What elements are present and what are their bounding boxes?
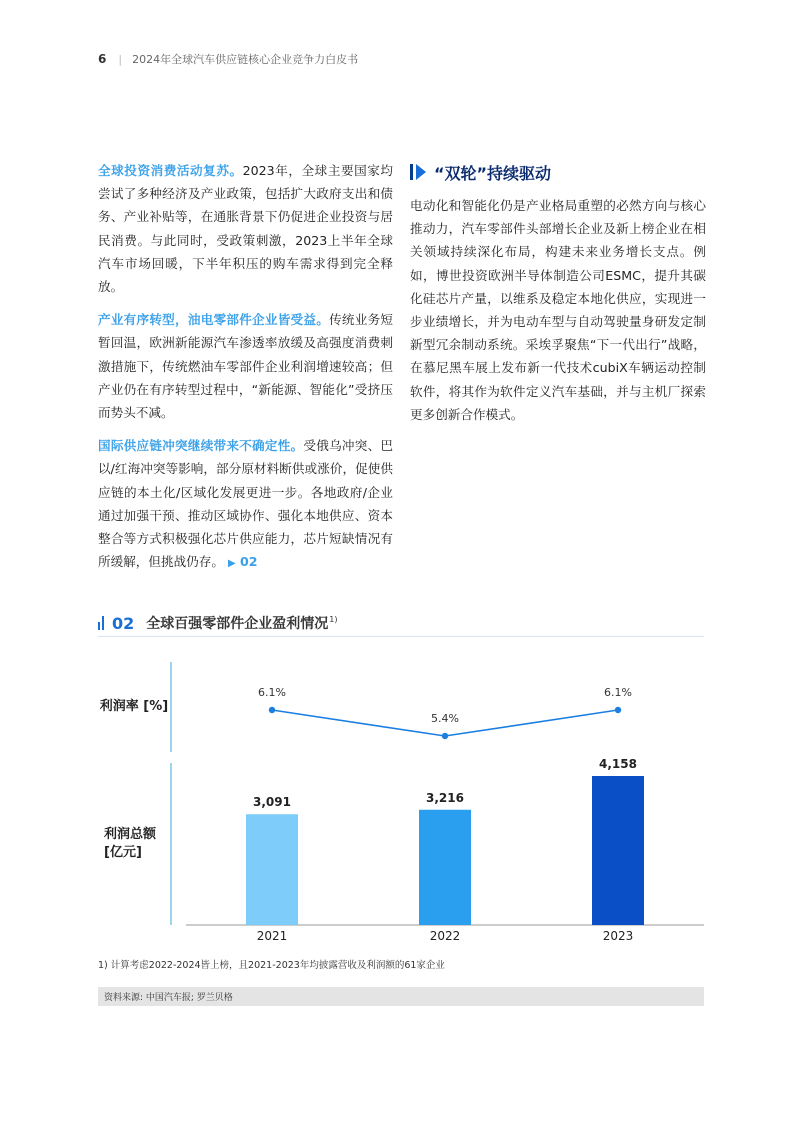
- bar-2023: [592, 776, 644, 925]
- bar-value-label: 4,158: [599, 757, 637, 771]
- row-label-margin: 利润率 [%]: [98, 662, 172, 752]
- play-arrow-icon: ▶: [227, 558, 236, 570]
- bar-2022: [419, 810, 471, 925]
- row-label-profit-line2: [亿元]: [104, 845, 142, 860]
- section-body: 电动化和智能化仍是产业格局重塑的必然方向与核心推动力，汽车零部件头部增长企业及新上榜企业在相关领域持续深化布局，构建未来业务增长支点。例如，博世投资欧洲半导体制造公司ESMC，提升其碳化硅芯片产量，以维系及稳定本地化供应，实现进一步业绩增长，并为电动车型与自动驾驶量身研发定制新型冗余制动系统。采埃孚聚焦“下一代出行”战略，在慕尼黑车展上发布新一代技术cubiX车辆运动控制软件，将其作为软件定义汽车基础，并与主机厂探索更多创新合作模式。: [410, 198, 706, 422]
- document-title: 2024年全球汽车供应链核心企业竞争力白皮书: [132, 53, 359, 66]
- margin-value-label: 6.1%: [604, 686, 632, 699]
- paragraph-highlight: 全球投资消费活动复苏。: [98, 163, 243, 178]
- paragraph-body: 受俄乌冲突、巴以/红海冲突等影响，部分原材料断供或涨价，促使供应链的本土化/区域化发展更进一步。各地政府/企业通过加强干预、推动区域协作、强化本地供应、资本整合等方式积极强化芯片供应能力，芯片短缺情况有所缓解，但挑战仍存。: [98, 438, 394, 570]
- margin-point-2022: [442, 733, 448, 739]
- margin-point-2023: [615, 707, 621, 713]
- row-label-profit-line1: 利润总额: [104, 827, 157, 842]
- chart-number: 02: [112, 613, 135, 633]
- margin-value-label: 6.1%: [258, 686, 286, 699]
- section-title: “双轮”持续驱动: [434, 163, 552, 183]
- chart-title: 全球百强零部件企业盈利情况$^{1)}$: [146, 615, 338, 632]
- x-tick-label: 2022: [429, 929, 461, 943]
- x-tick-label: 2023: [602, 929, 634, 943]
- x-tick-label: 2021: [256, 929, 288, 943]
- footnote-mark: 1): [329, 615, 338, 625]
- margin-point-2021: [269, 707, 275, 713]
- bar-value-label: 3,216: [426, 790, 464, 805]
- source-text: 资料来源: 中国汽车报; 罗兰贝格: [104, 993, 233, 1003]
- paragraph-highlight: 产业有序转型，油电零部件企业皆受益。: [98, 312, 330, 328]
- paragraph-highlight: 国际供应链冲突继续带来不确定性。: [98, 438, 304, 454]
- bar-2021: [246, 814, 298, 925]
- paragraph-body: 2023年，全球主要国家均尝试了多种经济及产业政策，包括扩大政府支出和债务、产业补贴等，在通胀背景下仍促进企业投资与居民消费。与此同时，受政策刺激，2023上半年全球汽车市场回暖，下半年积压的购车需求得到完全释放。: [98, 163, 393, 295]
- chart-footnote: 1) 计算考虑2022-2024皆上榜，且2021-2023年均披露营收及利润额的61家企业: [98, 960, 445, 971]
- header-separator: |: [118, 52, 123, 66]
- bar-value-label: 3,091: [253, 795, 291, 810]
- source-bar: [98, 987, 704, 1006]
- page-number: 6: [98, 52, 107, 66]
- paragraph-body: 传统业务短暂回温，欧洲新能源汽车渗透率放缓及高强度消费刺激措施下，传统燃油车零部件企业利润增速较高；但产业仍在有序转型过程中，“新能源、智能化”受挤压而势头不减。: [98, 312, 394, 421]
- chart-reference-label: 02: [240, 554, 258, 570]
- margin-value-label: 5.4%: [431, 712, 459, 725]
